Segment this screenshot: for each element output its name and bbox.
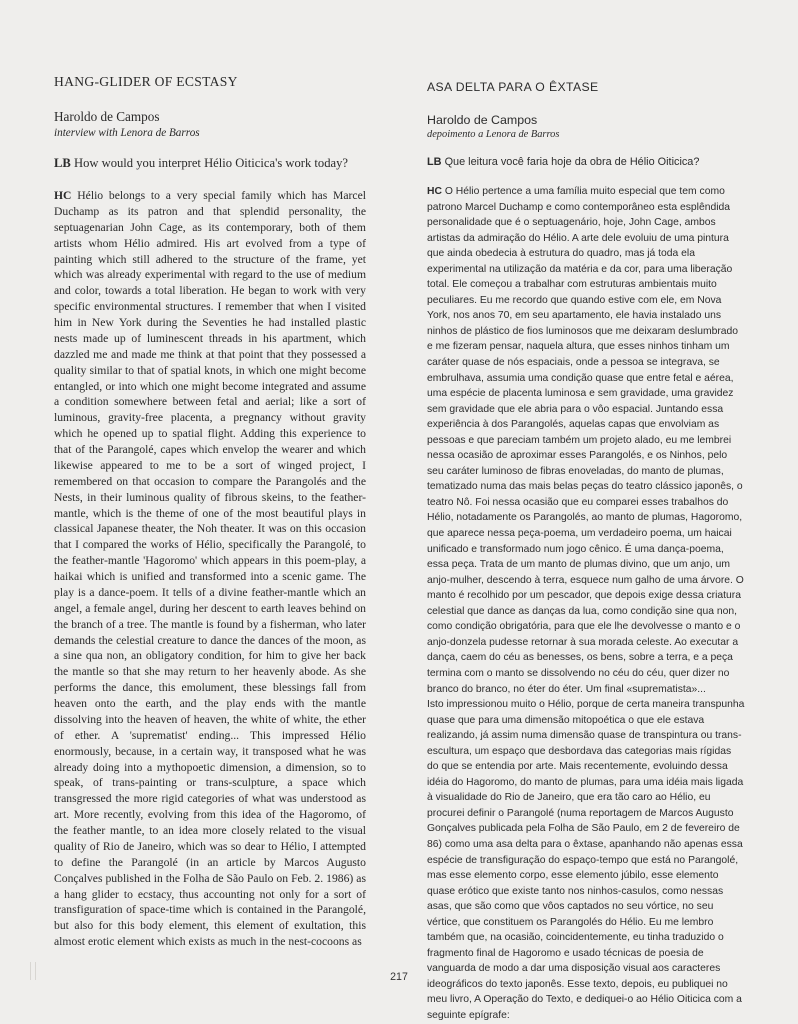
article-title-portuguese: ASA DELTA PARA O ÊXTASE [427,80,599,94]
speaker-lb: LB [427,156,442,168]
speaker-hc: HC [54,189,72,202]
subtitle-english: interview with Lenora de Barros [54,127,200,139]
question-text: How would you interpret Hélio Oiticica's work today? [73,156,348,170]
answer-portuguese [427,184,745,1024]
article-title-english: HANG-GLIDER OF ECSTASY [54,74,238,89]
margin-mark [30,962,36,980]
english-column [54,74,366,950]
question-portuguese [427,156,745,168]
speaker-hc: HC [427,186,442,197]
answer-text: O Hélio pertence a uma família muito especial que tem como patrono Marcel Duchamp e como contemporâneo esta esplêndida personalidade que é o septuagenário, hoje, John Cage, ambos artistas da admiração do Hélio. A arte dele evoluiu de uma pintura que ainda obedecia à estrutura do quadro, mas já toda ela experimental na utilização da matéria e da cor, para uma liberação total. Ele começou a trabalhar com estruturas ambientais muito peculiares. Eu me recordo que quando estive com ele, em Nova York, nos anos 70, em seu apartamento, ele havia instalado uns ninhos de plástico de fios luminosos que me deixaram deslumbrado e me fizeram pensar, naquela altura, que esses ninhos tinham um caráter quase de nós espaciais, onde a pessoa se integrava, se embrulhava, assumia uma condição quase que entre fetal e aérea, uma espécie de placenta luminosa e sem gravidade, uma gravidez sem gravidade que ele abria para o vôo espacial. Juntando essa experiência à dos Parangolés, aquelas capas que envolviam as pessoas e que pareciam também um projeto alado, eu me lembrei nessa ocasião de aproximar esses Parangolés, e os Ninhos, pelo seu caráter luminoso de fibras enoveladas, do manto de plumas, tematizado numa das mais belas peças do teatro clássico japonês, o teatro Nô. Foi nessa ocasião que eu comparei esses trabalhos do Hélio, notadamente os Parangolés, ao manto de plumas, Hagoromo, que aparece nessa peça-poema, um verdadeiro poema, um haicai unificado e transformado num jogo cênico. É uma dança-poema, essa peça. Trata de um manto de plumas divino, que um anjo, um anjo-mulher, descendo à terra, esquece num galho de uma árvore. O manto é recolhido por um pescador, que depois exige dessa criatura celestial que dance as danças da lua, como condição sine qua non, como condição obrigatória, para que ele lhe devolvesse o manto e o anjo-donzela pudesse retornar à sua morada celeste. Ao executar a dança, caem do céu as benesses, os bens, sobre a terra, e a peça termina com o manto se dissolvendo no céu do céu, quer dizer no branco do branco, no éter do éter. Um final «suprematista»... [427,186,744,695]
subtitle-portuguese: depoimento a Lenora de Barros [427,129,560,140]
answer-english [54,188,366,950]
answer-text-continued: Isto impressionou muito o Hélio, porque de certa maneira transpunha quase que para uma dimensão mitopoética o que ele estava realizando, já assim numa dimensão quase de transpintura ou trans-escultura, um espaço que desbordava das categorias mais rígidas do que se entendia por arte. Mais recentemente, evoluindo dessa idéia do Hagoromo, do manto de plumas, para uma idéia mais ligada à visualidade do Rio de Janeiro, que era tão caro ao Hélio, eu procurei definir o Parangolé (numa reportagem de Marcos Augusto Gonçalves publicada pela Folha de São Paulo, em 2 de fevereiro de 86) como uma asa delta para o êxtase, apanhando não apenas essa espécie de transfiguração do espaço-tempo que está no Parangolé, mas esse elemento corpo, esse elemento júbilo, esse elemento quase erótico que existe tanto nos ninhos-casulos, como nessas asas, que são como que vôos captados no seu vórtice, no seu vértice, que constituem os Parangolés do Hélio. Eu me lembro também que, na ocasião, coincidentemente, eu tinha traduzido o fragmento final de Hagoromo e usado técnicas de poesia de vanguarda de modo a dar uma disposição visual aos caracteres ideográficos do texto japonês. Esse texto, depois, eu publiquei no meu livro, A Operação do Texto, e dediquei-o ao Hélio Oiticica com a seguinte epígrafe: [427,699,745,1021]
portuguese-column [427,74,745,1024]
page-number: 217 [390,971,408,983]
answer-text: Hélio belongs to a very special family which has Marcel Duchamp as its patron and that splendid personality, the septuagenarian John Cage, as its contemporary, both of them artists whom Hélio admired. His art evolved from a type of painting which still adhered to the structure of the frame, yet which was already experimental with regard to the use of medium and color, towards a total liberation. He began to work with very specific environmental structures. I remember that when I visited him in New York during the Seventies he had installed plastic nests made up of luminescent threads in his apartment, which dazzled me and made me think at that point that they possessed a quality similar to that of spatial knots, in which one might become entangled, or into which one might become integrated and assume a condition somewhere between fetal and aerial; like a sort of luminous, gravity-free placenta, a pregnancy without gravity which he opened up to spatial flight. Adding this experience to that of the Parangolé, capes which envelop the wearer and which likewise appeared to me to be a sort of winged project, I remembered on that occasion to compare the Parangolés and the Nests, in their luminous quality of fibrous skeins, to the feather-mantle, which is the theme of one of the most beautiful plays in classical Japanese theater, the Noh theater. It was on this occasion that I compared the works of Hélio, specifically the Parangolé, to the feather-mantle 'Hagoromo' which appears in this poem-play, a haikai which is unified and transformed into a scenic game. The play is a dance-poem. It tells of a divine feather-mantle which an angel, a female angel, during her descent to earth leaves behind on the branch of a tree. The mantle is found by a fisherman, who later demands the celestial creature to dance the dances of the moon, as a sine qua non, an obligatory condition, for him to give her back the mantle so that she may return to her heavenly abode. As she performs the dance, this emolument, these blessings fall from heaven onto the earth, and the play ends with the mantle dissolving into the heaven of heaven, the white of white, the ether of ether. A 'suprematist' ending... This impressed Hélio enormously, because, in a certain way, it transposed what he was already doing into a mythopoetic dimension, a dimension, so to speak, of trans-painting or trans-sculpture, a space which transgressed the more rigid categories of what was understood as art. More recently, evolving from this idea of the Hagoromo, of the feather mantle, to an idea more closely related to the visual quality of Rio de Janeiro, which was so dear to Hélio, I attempted to define the Parangolé (in an article by Marcos Augusto Conçalves published in the Folha de São Paulo on Feb. 2. 1986) as a hang glider to ecstacy, thus accounting not only for a sort of transfiguration of space-time which is contained in the Parangolé, but also for this body element, this element of exultation, this almost erotic element which exists as much in the nest-cocoons as [54,189,366,949]
speaker-lb: LB [54,156,71,170]
author-english: Haroldo de Campos [54,109,160,124]
author-portuguese: Haroldo de Campos [427,113,538,127]
question-english [54,156,366,171]
question-text: Que leitura você faria hoje da obra de Hélio Oiticica? [444,156,700,168]
